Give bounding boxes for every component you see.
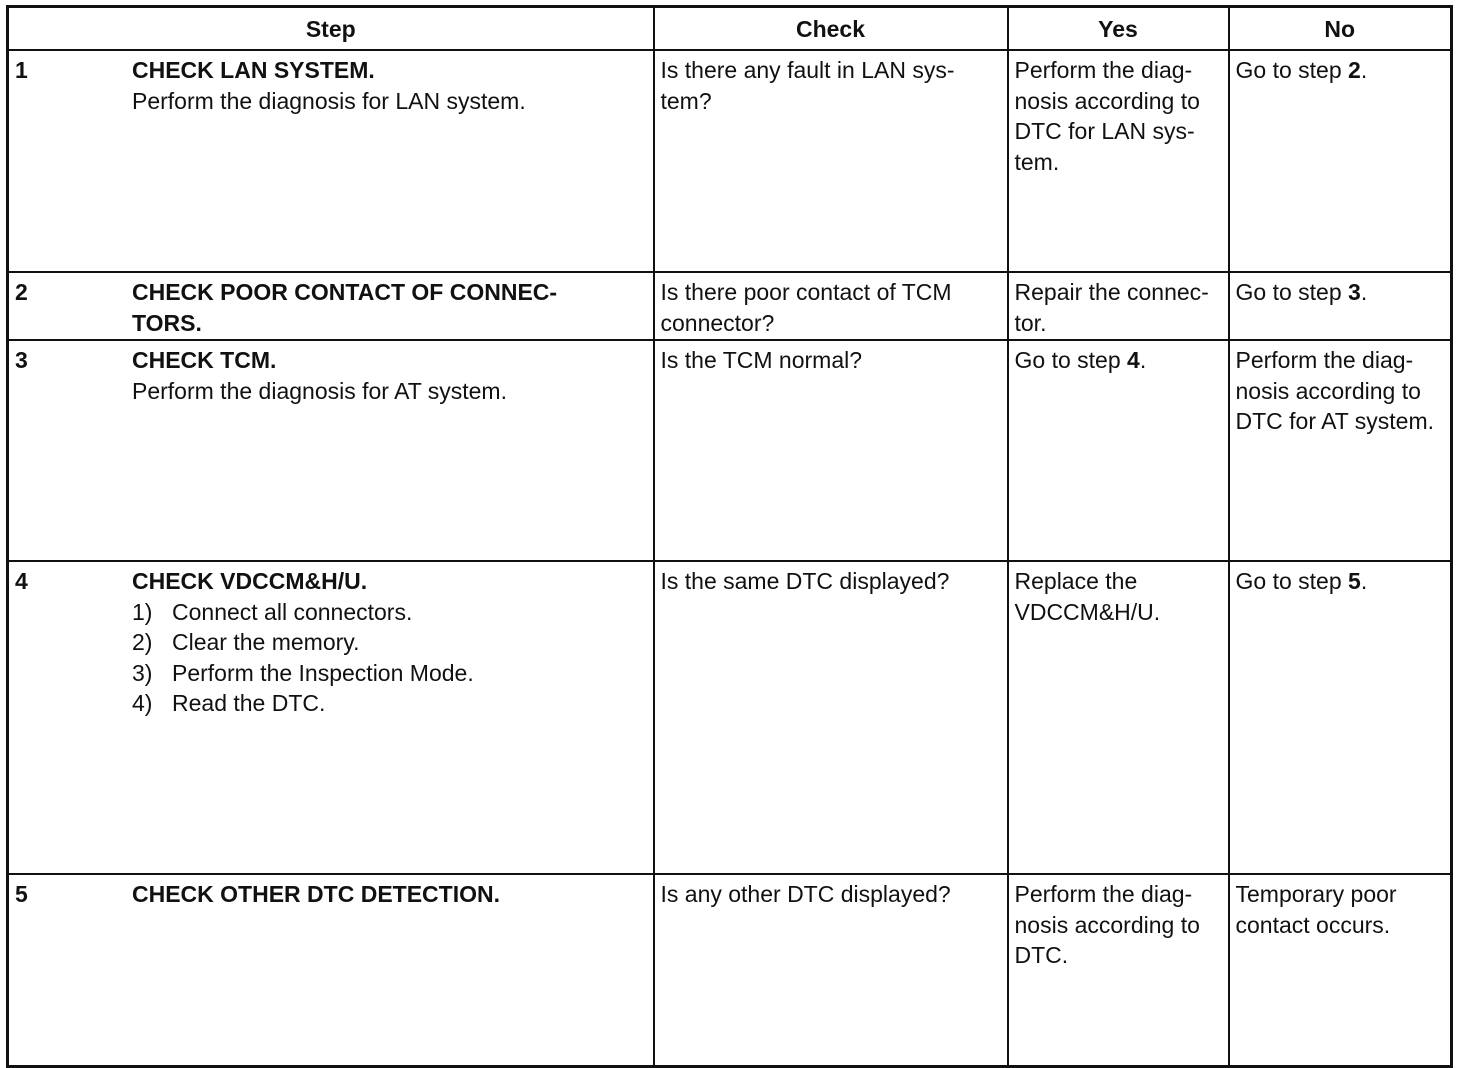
no-suffix: .	[1360, 568, 1368, 594]
no-prefix: Go to step	[1235, 279, 1349, 305]
header-no: No	[1229, 7, 1452, 51]
step-reference: 3	[1348, 279, 1361, 305]
yes-text: VDCCM&H/U.	[1014, 598, 1161, 625]
check-cell	[654, 340, 1008, 561]
step-number: 2	[15, 279, 28, 305]
no-cell	[1229, 272, 1452, 340]
yes-text: Repair the connec-	[1014, 279, 1209, 305]
no-suffix: .	[1360, 279, 1368, 305]
substep	[132, 627, 647, 658]
step-cell	[8, 874, 654, 1067]
step-cell	[8, 50, 654, 272]
step-description: Perform the diagnosis for AT system.	[132, 377, 507, 404]
step-title: CHECK POOR CONTACT OF CONNEC-	[132, 279, 558, 305]
no-suffix: .	[1360, 57, 1368, 83]
no-text: Temporary poor	[1235, 881, 1397, 907]
yes-text: tor.	[1014, 309, 1047, 336]
header-step: Step	[8, 7, 654, 51]
yes-prefix: Go to step	[1014, 347, 1128, 373]
substep-number: 3)	[132, 659, 153, 686]
check-cell	[654, 874, 1008, 1067]
step-cell	[8, 340, 654, 561]
check-text: Is the TCM normal?	[660, 347, 863, 373]
step-number: 3	[15, 347, 28, 373]
table-row	[8, 561, 1452, 874]
yes-cell	[1008, 340, 1229, 561]
no-text: contact occurs.	[1235, 911, 1391, 938]
substep-text: Perform the Inspection Mode.	[172, 659, 474, 686]
substep	[132, 658, 647, 689]
step-number: 4	[15, 568, 28, 594]
yes-cell	[1008, 272, 1229, 340]
no-text: DTC for AT system.	[1235, 408, 1435, 434]
step-cell	[8, 561, 654, 874]
substep	[132, 688, 647, 719]
substep	[132, 597, 647, 628]
yes-text: Perform the diag-	[1014, 57, 1193, 83]
no-cell	[1229, 561, 1452, 874]
step-reference: 2	[1348, 57, 1361, 83]
yes-text: nosis according to	[1014, 87, 1200, 114]
substep-number: 1)	[132, 598, 153, 625]
check-cell	[654, 272, 1008, 340]
step-title: TORS.	[132, 309, 202, 336]
step-cell	[8, 272, 654, 340]
table-row	[8, 272, 1452, 340]
step-title: CHECK OTHER DTC DETECTION.	[132, 881, 500, 907]
no-cell	[1229, 874, 1452, 1067]
yes-text: DTC for LAN sys-	[1014, 118, 1195, 144]
header-check: Check	[654, 7, 1008, 51]
yes-cell	[1008, 874, 1229, 1067]
table-row	[8, 50, 1452, 272]
table-row	[8, 874, 1452, 1067]
yes-cell	[1008, 561, 1229, 874]
no-text: nosis according to	[1235, 377, 1421, 404]
substep-text: Clear the memory.	[172, 629, 360, 655]
step-description: Perform the diagnosis for LAN system.	[132, 87, 526, 114]
check-cell	[654, 561, 1008, 874]
substep-text: Connect all connectors.	[172, 598, 413, 625]
header-yes: Yes	[1008, 7, 1229, 51]
substep-number: 2)	[132, 629, 153, 655]
check-text: connector?	[660, 309, 775, 336]
substep-text: Read the DTC.	[172, 690, 326, 716]
no-prefix: Go to step	[1235, 57, 1349, 83]
substep-number: 4)	[132, 690, 153, 716]
check-cell	[654, 50, 1008, 272]
no-text: Perform the diag-	[1235, 347, 1414, 373]
step-number: 1	[15, 57, 28, 83]
step-reference: 5	[1348, 568, 1361, 594]
check-text: Is there any fault in LAN sys-	[660, 57, 955, 83]
no-prefix: Go to step	[1235, 568, 1349, 594]
yes-cell	[1008, 50, 1229, 272]
yes-text: nosis according to	[1014, 911, 1200, 938]
check-text: Is any other DTC displayed?	[660, 881, 951, 907]
diagnostic-table	[6, 5, 1453, 1068]
yes-text: Perform the diag-	[1014, 881, 1193, 907]
header-row	[8, 7, 1452, 51]
yes-text: Replace the	[1014, 568, 1138, 594]
step-title: CHECK VDCCM&H/U.	[132, 568, 368, 594]
check-text: tem?	[660, 87, 712, 114]
step-number: 5	[15, 881, 28, 907]
yes-text: DTC.	[1014, 942, 1069, 968]
no-cell	[1229, 50, 1452, 272]
step-reference: 4	[1127, 347, 1140, 373]
table-row	[8, 340, 1452, 561]
check-text: Is the same DTC displayed?	[660, 568, 950, 594]
step-title: CHECK LAN SYSTEM.	[132, 57, 375, 83]
no-cell	[1229, 340, 1452, 561]
yes-suffix: .	[1139, 347, 1147, 373]
yes-text: tem.	[1014, 148, 1060, 175]
step-title: CHECK TCM.	[132, 347, 277, 373]
check-text: Is there poor contact of TCM	[660, 279, 952, 305]
